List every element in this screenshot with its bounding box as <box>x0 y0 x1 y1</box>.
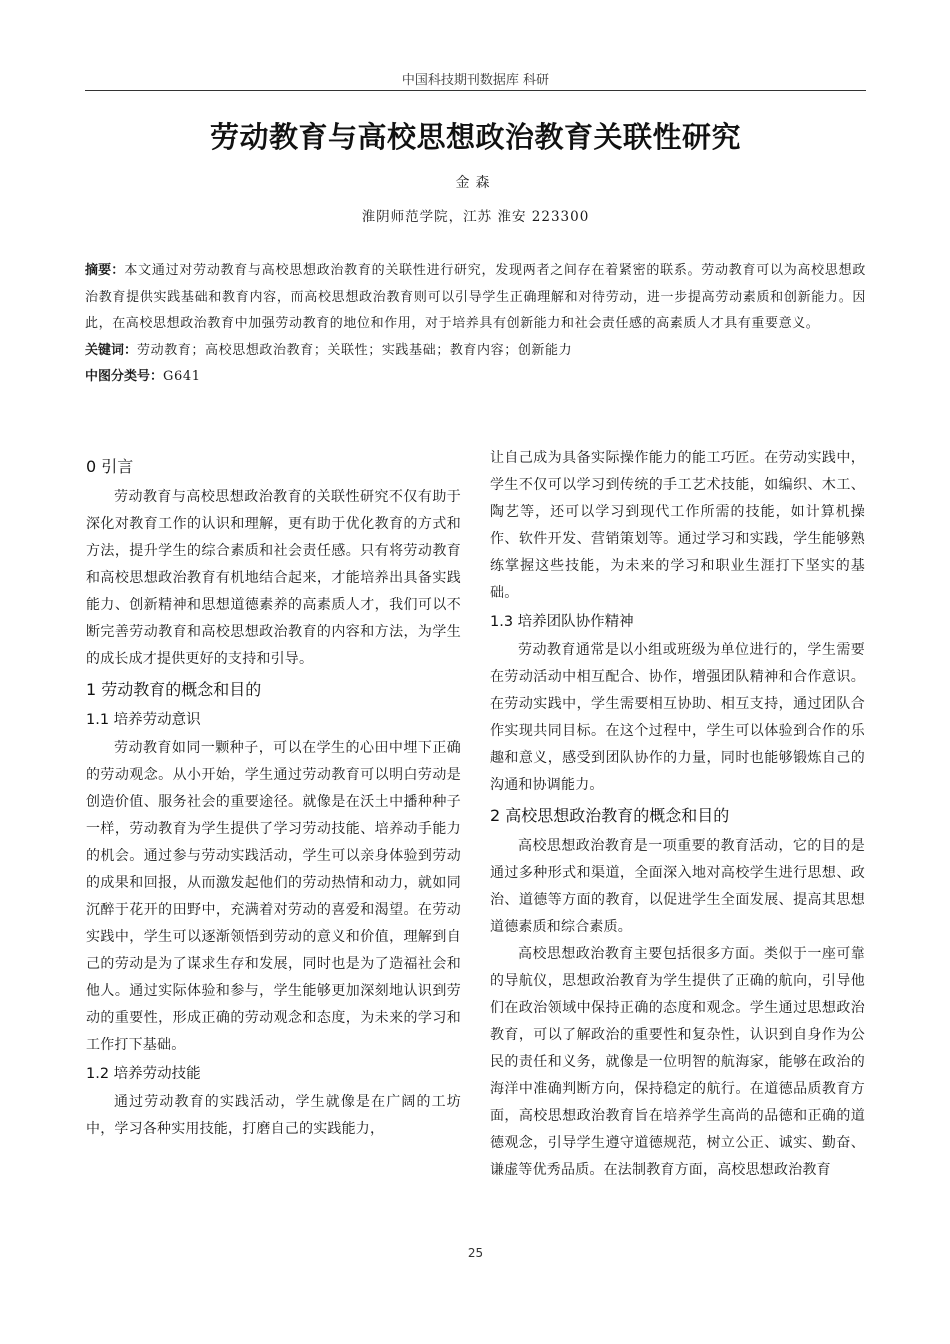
keywords-label: 关键词： <box>85 342 138 358</box>
paragraph-1-3: 劳动教育通常是以小组或班级为单位进行的，学生需要在劳动活动中相互配合、协作，增强团队精神和合作意识。在劳动实践中，学生需要相互协助、相互支持，通过团队合作实现共同目标。在这个过程中，学生可以体验到合作的乐趣和意义，感受到团队协作的力量，同时也能够锻炼自己的沟通和协调能力。 <box>490 642 865 793</box>
right-column <box>490 445 865 1184</box>
section-heading-0: 0 引言 <box>86 457 134 476</box>
keywords <box>85 338 866 365</box>
section-heading-2: 2 高校思想政治教育的概念和目的 <box>490 806 730 825</box>
page-number: 25 <box>467 1246 484 1260</box>
paragraph-intro: 劳动教育与高校思想政治教育的关联性研究不仅有助于深化对教育工作的认识和理解，更有助于优化教育的方式和方法，提升学生的综合素质和社会责任感。只有将劳动教育和高校思想政治教育有机地结合起来，才能培养出具备实践能力、创新精神和思想道德素养的高素质人才，我们可以不断完善劳动教育和高校思想政治教育的内容和方法，为学生的成长成才提供更好的支持和引导。 <box>86 489 461 667</box>
paragraph-2-a: 高校思想政治教育是一项重要的教育活动，它的目的是通过多种形式和渠道，全面深入地对高校学生进行思想、政治、道德等方面的教育，以促进学生全面发展、提高其思想道德素质和综合素质。 <box>490 838 865 935</box>
running-header: 中国科技期刊数据库 科研 <box>401 73 550 88</box>
abstract-block <box>85 258 866 391</box>
subsection-heading-1-2: 1.2 培养劳动技能 <box>86 1066 201 1082</box>
author-affiliation: 淮阴师范学院，江苏 淮安 223300 <box>361 209 590 225</box>
paragraph-1-2-continued: 让自己成为具备实际操作能力的能工巧匠。在劳动实践中，学生不仅可以学习到传统的手工艺术技能，如编织、木工、陶艺等，还可以学习到现代工作所需的技能，如计算机操作、软件开发、营销策划等。通过学习和实践，学生能够熟练掌握这些技能，为未来的学习和职业生涯打下坚实的基础。 <box>490 450 865 601</box>
classification-number <box>85 364 866 391</box>
author-name: 金森 <box>455 175 496 191</box>
header-rule <box>85 90 866 91</box>
paragraph-1-2: 通过劳动教育的实践活动，学生就像是在广阔的工坊中，学习各种实用技能，打磨自己的实践能力， <box>86 1094 461 1137</box>
article-title: 劳动教育与高校思想政治教育关联性研究 <box>209 120 741 154</box>
paragraph-1-1: 劳动教育如同一颗种子，可以在学生的心田中埋下正确的劳动观念。从小开始，学生通过劳动教育可以明白劳动是创造价值、服务社会的重要途径。就像是在沃土中播种种子一样，劳动教育为学生提供了学习劳动技能、培养动手能力的机会。通过参与劳动实践活动，学生可以亲身体验到劳动的成果和回报，从而激发起他们的劳动热情和动力，就如同沉醉于花开的田野中，充满着对劳动的喜爱和渴望。在劳动实践中，学生可以逐渐领悟到劳动的意义和价值，理解到自己的劳动是为了谋求生存和发展，同时也是为了造福社会和他人。通过实际体验和参与，学生能够更加深刻地认识到劳动的重要性，形成正确的劳动观念和态度，为未来的学习和工作打下基础。 <box>86 740 461 1053</box>
abstract <box>85 258 866 338</box>
classification-label: 中图分类号： <box>85 369 164 384</box>
paragraph-2-b: 高校思想政治教育主要包括很多方面。类似于一座可靠的导航仪，思想政治教育为学生提供了正确的航向，引导他们在政治领域中保持正确的态度和观念。学生通过思想政治教育，可以了解政治的重要性和复杂性，认识到自身作为公民的责任和义务，就像是一位明智的航海家，能够在政治的海洋中准确判断方向，保持稳定的航行。在道德品质教育方面，高校思想政治教育旨在培养学生高尚的品德和正确的道德观念，引导学生遵守道德规范，树立公正、诚实、勤奋、谦虚等优秀品质。在法制教育方面，高校思想政治教育 <box>490 946 865 1178</box>
subsection-heading-1-3: 1.3 培养团队协作精神 <box>490 614 634 630</box>
section-heading-1: 1 劳动教育的概念和目的 <box>86 680 262 699</box>
subsection-heading-1-1: 1.1 培养劳动意识 <box>86 712 201 728</box>
keywords-text: 劳动教育；高校思想政治教育；关联性；实践基础；教育内容；创新能力 <box>137 342 573 358</box>
abstract-label: 摘要： <box>85 263 125 278</box>
abstract-text: 本文通过对劳动教育与高校思想政治教育的关联性进行研究，发现两者之间存在着紧密的联系。劳动教育可以为高校思想政治教育提供实践基础和教育内容，而高校思想政治教育则可以引导学生正确理解和对待劳动，进一步提高劳动素质和创新能力。因此，在高校思想政治教育中加强劳动教育的地位和作用，对于培养具有创新能力和社会责任感的高素质人才具有重要意义。 <box>85 263 866 331</box>
classification-text: G641 <box>163 369 201 384</box>
left-column <box>86 453 461 1143</box>
